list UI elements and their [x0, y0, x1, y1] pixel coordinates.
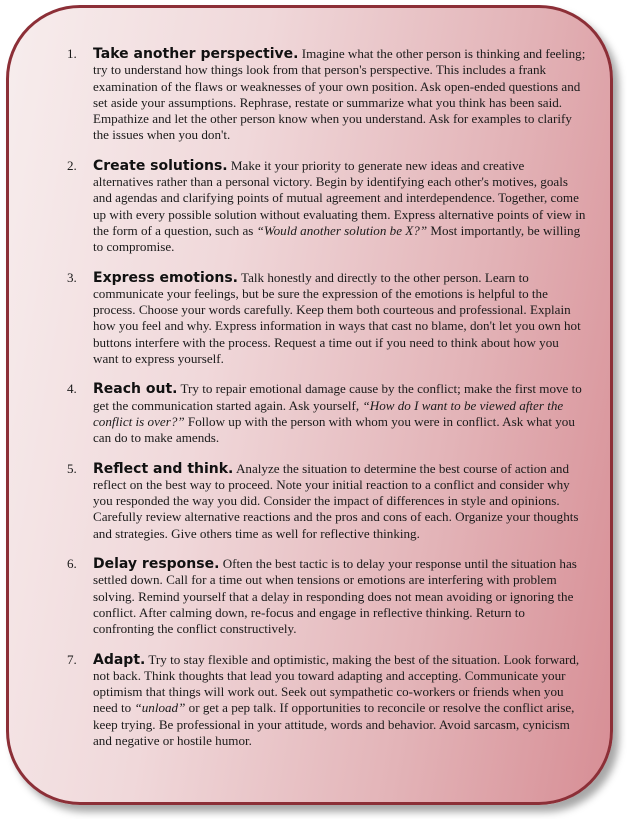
item-text: Analyze the situation to determine the best course of action and reflect on the best way to proceed. Note your initial reaction to a conflict and consider why you responded the way you did. Consider the impact of differences in style and opinions. Carefully review alternative reactions and the pros and cons of each. Organize your thoughts and strategies. Give others time as well for reflective thinking. [93, 460, 579, 541]
list-item [67, 158, 587, 256]
item-number: 2. [67, 157, 77, 173]
list-item [67, 556, 587, 637]
item-text: Make it your priority to generate new ideas and creative alternatives rather than a personal victory. Begin by identifying each other's motives, goals and agendas and clarifying points of mutual agreement and interdependence. Together, come up with every possible solution without evaluating them. Express alternative points of view in the form of a question, such as [93, 157, 586, 238]
item-title: Express emotions. [93, 269, 238, 286]
item-number: 1. [67, 46, 77, 61]
item-number: 5. [67, 460, 77, 476]
item-text: Try to stay flexible and optimistic, making the best of the situation. Look forward, not back. Think thoughts that lead you toward adapting and accepting. Communicate your optimism that things will work out. Seek out sympathetic co-workers or friends when you need to [93, 651, 580, 716]
list-item [67, 270, 587, 368]
list-item [67, 461, 587, 542]
item-number: 6. [67, 556, 77, 572]
item-title: Adapt. [93, 651, 146, 668]
item-text: Imagine what the other person is thinking and feeling; try to understand how things look from that person's perspective. This includes a frank examination of the flaws or weaknesses of your own position. Ask open-ended questions and set aside your assumptions. Rephrase, restate or summarize what you think has been said. Empathize and let the other person know when you understand. Ask for examples to clarify the issues when you don't. [93, 46, 586, 143]
item-title: Reach out. [93, 381, 178, 398]
item-title: Take another perspective. [93, 46, 299, 62]
item-text: Follow up with the person with whom you were in conflict. Ask what you can do to make amends. [93, 413, 575, 446]
item-text: Often the best tactic is to delay your response until the situation has settled down. Call for a time out when tensions or emotions are interfering with problem solving. Remind yourself that a delay in responding does not mean avoiding or ignoring the conflict. After calming down, re-focus and engage in reflective thinking. Return to confronting the conflict constructively. [93, 556, 577, 637]
item-text: or get a pep talk. If opportunities to reconcile or resolve the conflict arise, keep trying. Be professional in your attitude, words and behavior. Avoid sarcasm, cynicism and negative or hostile humor. [93, 700, 575, 748]
item-number: 4. [67, 381, 77, 397]
item-text: Most importantly, be willing to compromise. [93, 222, 581, 255]
item-text: Try to repair emotional damage cause by the conflict; make the first move to get the communication started again. Ask yourself, [93, 381, 582, 413]
list-item [67, 46, 587, 144]
list-item [67, 652, 587, 750]
item-title: Reflect and think. [93, 460, 234, 477]
tips-list [67, 46, 587, 749]
item-text: Talk honestly and directly to the other person. Learn to communicate your feelings, but be sure the expression of the emotions is helpful to the process. Choose your words carefully. Keep them both courteous and professional. Explain how you feel and why. Express information in ways that cast no blame, don't let you own hot buttons interfere with the process. Request a time out if you need to think about how you want to express yourself. [93, 269, 581, 367]
item-quote: “How do I want to be viewed after the conflict is over?” [93, 397, 564, 429]
item-title: Delay response. [93, 556, 220, 573]
item-quote: “Would another solution be X?” [256, 222, 428, 238]
item-number: 7. [67, 651, 77, 667]
item-title: Create solutions. [93, 157, 228, 174]
list-item [67, 381, 587, 446]
tips-card [6, 5, 613, 805]
item-number: 3. [67, 269, 77, 285]
item-quote: “unload” [134, 700, 186, 716]
